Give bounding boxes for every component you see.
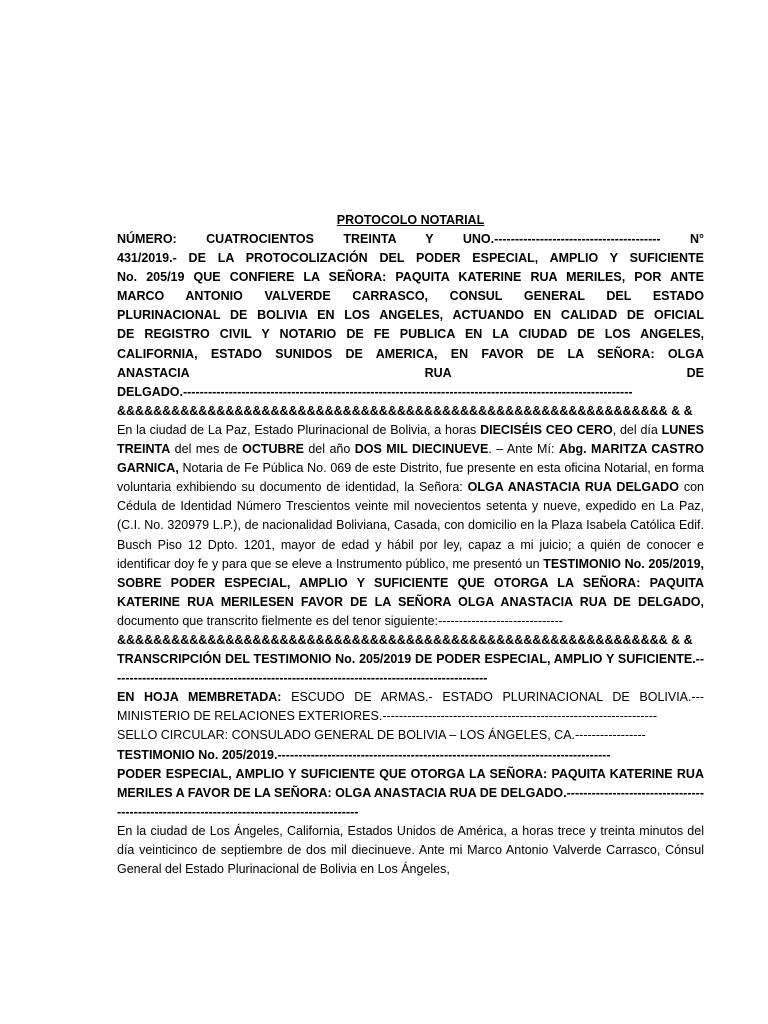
protocol-header (117, 230, 704, 402)
header-line: DE REGISTRO CIVIL Y NOTARIO DE FE PUBLICA EN LA CIUDAD DE LOS ANGELES, (117, 327, 704, 342)
header-line: ANASTACIA RUA DE (117, 365, 704, 380)
intro-paragraph: En la ciudad de La Paz, Estado Plurinacional de Bolivia, a horas DIECISÉIS CEO CERO, del día LUNES TREINTA del mes de OCTUBRE del año DOS MIL DIECINUEVE. – Ante Mí: Abg. MARITZA CASTRO GARNICA, Notaria de Fe Pública No. 069 de este Distrito, fue presente en esta oficina Notarial, en forma voluntaria exhibiendo su documento de identidad, la Señora: OLGA ANASTACIA RUA DELGADO con Cédula de Identidad Número Trescientos veinte mil novecientos setenta y nueve, expedido en La Paz, (C.I. No. 320979 L.P.), de nacionalidad Boliviana, Casada, con domicilio en la Plaza Isabela Católica Edif. Busch Piso 12 Dpto. 1201, mayor de edad y hábil por ley, capaz a mi juicio; a quién de conocer e identificar doy fe y para que se eleve a Instrumento público, me presentó un TESTIMONIO No. 205/2019, SOBRE PODER ESPECIAL, AMPLIO Y SUFICIENTE QUE OTORGA LA SEÑORA: PAQUITA KATERINE RUA MERILESEN FAVOR DE LA SEÑORA OLGA ANASTACIA RUA DE DELGADO, documento que transcrito fielmente es del tenor siguiente:------------------------------ (117, 422, 705, 628)
testimony-number: TESTIMONIO No. 205/2019.-------------------------------------------------------------------------------- (117, 747, 611, 762)
closing-paragraph: En la ciudad de Los Ángeles, California, Estados Unidos de América, a horas trece y treinta minutos del día veinticinco de septiembre de dos mil diecinueve. Ante mi Marco Antonio Valverde Carrasco, Cónsul General del Estado Plurinacional de Bolivia en Los Ángeles, (117, 823, 704, 877)
header-line: CALIFORNIA, ESTADO SUNIDOS DE AMERICA, EN FAVOR DE LA SEÑORA: OLGA (117, 346, 704, 361)
letterhead-paragraph: EN HOJA MEMBRETADA: ESCUDO DE ARMAS.- ESTADO PLURINACIONAL DE BOLIVIA.--- MINISTERIO DE RELACIONES EXTERIORES.------------------------------------------------------------------ (117, 690, 704, 724)
document-title: PROTOCOLO NOTARIAL (336, 213, 485, 227)
header-line: DELGADO.------------------------------------------------------------------------------------------------------------ (117, 384, 633, 399)
transcription-heading: TRANSCRIPCIÓN DEL TESTIMONIO No. 205/2019 DE PODER ESPECIAL, AMPLIO Y SUFICIENTE.------------------------------------------------------------------------------------------- (117, 652, 704, 686)
seal-line: SELLO CIRCULAR: CONSULADO GENERAL DE BOLIVIA – LOS ÁNGELES, CA.----------------- (117, 728, 646, 743)
header-line: MARCO ANTONIO VALVERDE CARRASCO, CONSUL GENERAL DEL ESTADO (117, 289, 704, 304)
header-line: 431/2019.- DE LA PROTOCOLIZACIÓN DEL PODER ESPECIAL, AMPLIO Y SUFICIENTE (117, 251, 704, 266)
header-line: NÚMERO: CUATROCIENTOS TREINTA Y UNO.---------------------------------------- N° (117, 232, 704, 246)
power-heading: PODER ESPECIAL, AMPLIO Y SUFICIENTE QUE OTORGA LA SEÑORA: PAQUITA KATERINE RUA MERILES A FAVOR DE LA SEÑORA: OLGA ANASTACIA RUA DE DELGADO.------------------------------------------------------------------------------------------- (117, 766, 704, 819)
header-line: PLURINACIONAL DE BOLIVIA EN LOS ANGELES, ACTUANDO EN CALIDAD DE OFICIAL (117, 308, 704, 323)
ampersand-separator: &&&&&&&&&&&&&&&&&&&&&&&&&&&&&&&&&&&&&&&&&&&&&&&&&&&&&&&&&&&&& & & (117, 632, 693, 647)
ampersand-separator: &&&&&&&&&&&&&&&&&&&&&&&&&&&&&&&&&&&&&&&&&&&&&&&&&&&&&&&&&&&&& & & (117, 403, 693, 418)
document-page (117, 211, 704, 879)
header-line: No. 205/19 QUE CONFIERE LA SEÑORA: PAQUITA KATERINE RUA MERILES, POR ANTE (117, 270, 704, 285)
